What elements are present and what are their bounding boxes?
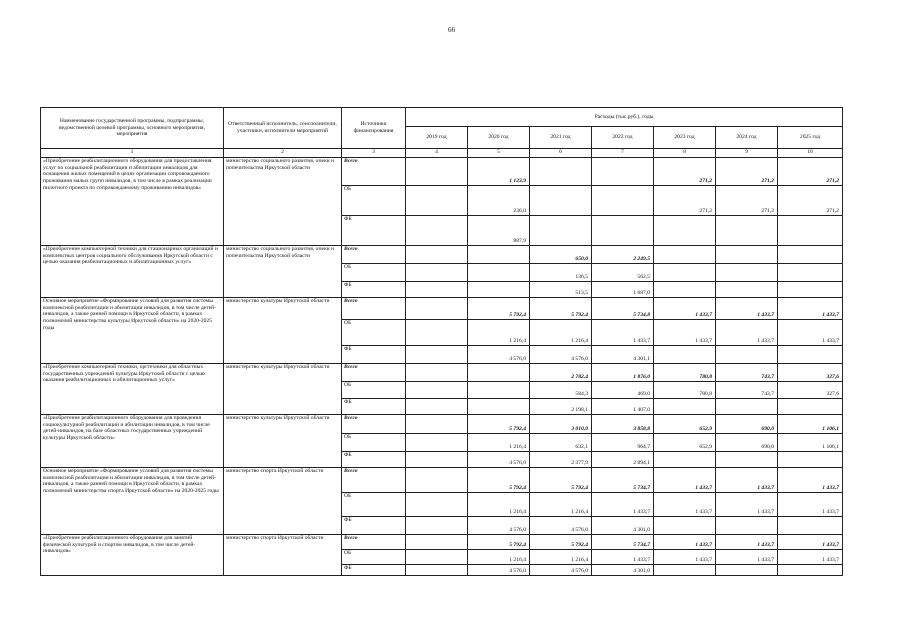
column-number: 9	[716, 149, 778, 158]
funding-source: ФБ	[342, 565, 406, 576]
executor: министерство культуры Иркутской области	[224, 415, 342, 468]
activity-name: «Приобретение компьютерной техники для стационарных организаций и комплексных центров социального обслуживания Иркутской области с целью оказания реабилитационных и абилитационных услуг»	[41, 246, 224, 298]
value-cell: 469,0	[592, 382, 654, 399]
value-cell: 4 576,0	[468, 565, 530, 576]
value-cell	[716, 282, 778, 298]
value-cell: 1 433,7	[778, 550, 843, 565]
value-cell	[654, 346, 716, 364]
value-cell: 327,6	[778, 364, 843, 382]
funding-source: ОБ	[342, 186, 406, 216]
value-cell: 1 433,7	[778, 535, 843, 550]
executor: министерство спорта Иркутской области	[224, 468, 342, 535]
value-cell	[716, 264, 778, 282]
table-row	[41, 298, 843, 320]
value-cell: 1 216,4	[468, 320, 530, 346]
value-cell: 271,2	[778, 158, 843, 186]
value-cell	[406, 550, 468, 565]
funding-source: ФБ	[342, 517, 406, 535]
funding-source: Всего	[342, 158, 406, 186]
value-cell: 513,5	[530, 282, 592, 298]
value-cell	[530, 216, 592, 246]
funding-source: ФБ	[342, 282, 406, 298]
value-cell: 650,0	[530, 246, 592, 264]
funding-source: ФБ	[342, 216, 406, 246]
value-cell: 1 216,4	[530, 550, 592, 565]
activity-name: «Приобретение реабилитационного оборудования для предоставления услуг по социальной реабилитации и абилитации инвалидов для оснащения жилых помещений в целях организации сопровождаемого проживания малых групп инвалидов, в том числе в рамках реализации пилотного проекта по сопровождаемому проживанию инвалидов»	[41, 158, 224, 246]
value-cell	[406, 186, 468, 216]
value-cell: 4 301,0	[592, 517, 654, 535]
expenses-table	[40, 107, 843, 576]
value-cell: 1 433,7	[654, 550, 716, 565]
value-cell: 1 433,7	[778, 468, 843, 493]
funding-source: Всего	[342, 468, 406, 493]
table-row	[41, 535, 843, 550]
value-cell	[406, 468, 468, 493]
funding-source: Всего	[342, 364, 406, 382]
value-cell: 2 894,1	[592, 452, 654, 468]
value-cell: 4 576,0	[468, 517, 530, 535]
value-cell: 1 433,7	[778, 298, 843, 320]
column-number: 6	[530, 149, 592, 158]
funding-source: Всего	[342, 246, 406, 264]
page-number: 66	[448, 26, 455, 34]
value-cell	[778, 399, 843, 415]
header-year: 2021 год	[530, 127, 592, 149]
value-cell	[654, 216, 716, 246]
executor: министерство социального развития, опеки и попечительства Иркутской области	[224, 158, 342, 246]
value-cell	[468, 399, 530, 415]
value-cell: 1 433,7	[592, 320, 654, 346]
value-cell: 1 433,7	[654, 493, 716, 517]
value-cell	[406, 565, 468, 576]
value-cell	[468, 282, 530, 298]
executor: министерство культуры Иркутской области	[224, 298, 342, 364]
value-cell: 690,0	[716, 434, 778, 452]
column-number: 1	[41, 149, 224, 158]
activity-name: Основное мероприятие «Формирование условий для развития системы комплексной реабилитации и абилитации инвалидов, в том числе детей-инвалидов, а также ранней помощи в Иркутской области, в рамках полномочий министерства культуры Иркутской области» на 2020-2025 годы	[41, 298, 224, 364]
funding-source: Всего	[342, 415, 406, 434]
value-cell	[468, 364, 530, 382]
value-cell: 5 792,4	[468, 535, 530, 550]
value-cell: 1 433,7	[654, 468, 716, 493]
value-cell: 5 792,4	[468, 468, 530, 493]
value-cell	[716, 216, 778, 246]
value-cell	[530, 186, 592, 216]
table-row	[41, 415, 843, 434]
activity-name: «Приобретение компьютерной техники, оргтехники для областных государственных учреждений культуры Иркутской области с целью оказания реабилитационных и абилитационных услуг»	[41, 364, 224, 415]
value-cell: 327,6	[778, 382, 843, 399]
value-cell	[716, 399, 778, 415]
value-cell	[778, 264, 843, 282]
value-cell: 4 301,0	[592, 565, 654, 576]
value-cell	[406, 493, 468, 517]
value-cell	[406, 346, 468, 364]
value-cell: 5 792,4	[468, 298, 530, 320]
activity-name: «Приобретение реабилитационного оборудования для проведения социокультурной реабилитации и абилитации инвалидов, в том числе детей-инвалидов, на базе областных государственных учреждений культуры Иркутской области»	[41, 415, 224, 468]
header-year: 2022 год	[592, 127, 654, 149]
value-cell	[530, 158, 592, 186]
value-cell	[654, 282, 716, 298]
funding-source: ОБ	[342, 493, 406, 517]
value-cell	[406, 535, 468, 550]
value-cell: 1 216,4	[530, 320, 592, 346]
column-number: 7	[592, 149, 654, 158]
value-cell: 562,5	[592, 264, 654, 282]
value-cell: 1 433,7	[654, 535, 716, 550]
funding-source: ОБ	[342, 382, 406, 399]
value-cell	[654, 565, 716, 576]
header-year: 2019 год	[406, 127, 468, 149]
value-cell: 743,7	[716, 382, 778, 399]
value-cell: 652,9	[654, 434, 716, 452]
value-cell: 1 433,7	[778, 493, 843, 517]
header-year: 2023 год	[654, 127, 716, 149]
column-number: 3	[342, 149, 406, 158]
value-cell: 271,2	[654, 186, 716, 216]
header-executor: Ответственный исполнитель, соисполнители, участники, исполнители мероприятий	[224, 108, 342, 149]
value-cell: 584,3	[530, 382, 592, 399]
value-cell: 2 782,4	[530, 364, 592, 382]
value-cell	[778, 346, 843, 364]
value-cell: 1 407,0	[592, 399, 654, 415]
table-row	[41, 158, 843, 186]
funding-source: Всего	[342, 535, 406, 550]
value-cell: 4 576,0	[530, 346, 592, 364]
value-cell: 1 433,7	[716, 468, 778, 493]
value-cell	[716, 452, 778, 468]
value-cell	[406, 517, 468, 535]
value-cell	[468, 264, 530, 282]
activity-name: «Приобретение реабилитационного оборудования для занятий физической культурой и спортом инвалидов, в том числе детей-инвалидов»	[41, 535, 224, 576]
value-cell	[406, 399, 468, 415]
column-number: 4	[406, 149, 468, 158]
value-cell: 887,9	[468, 216, 530, 246]
column-number: 5	[468, 149, 530, 158]
value-cell: 5 734,7	[592, 468, 654, 493]
value-cell: 1 433,7	[654, 298, 716, 320]
value-cell: 271,2	[778, 186, 843, 216]
value-cell	[654, 517, 716, 535]
executor: министерство спорта Иркутской области	[224, 535, 342, 576]
header-program: Наименование государственной программы, подпрограммы, ведомственной целевой программы, основного мероприятия, мероприятия	[41, 108, 224, 149]
value-cell	[654, 264, 716, 282]
value-cell: 1 433,7	[716, 320, 778, 346]
funding-source: ФБ	[342, 346, 406, 364]
value-cell	[778, 517, 843, 535]
value-cell: 1 106,1	[778, 415, 843, 434]
value-cell: 5 734,7	[592, 535, 654, 550]
value-cell: 780,8	[654, 364, 716, 382]
value-cell: 1 687,0	[592, 282, 654, 298]
value-cell: 2 377,9	[530, 452, 592, 468]
table-row	[41, 468, 843, 493]
value-cell	[654, 452, 716, 468]
value-cell: 271,2	[654, 158, 716, 186]
executor: министерство культуры Иркутской области	[224, 364, 342, 415]
value-cell	[716, 565, 778, 576]
value-cell: 652,9	[654, 415, 716, 434]
table-row	[41, 364, 843, 382]
value-cell: 780,8	[654, 382, 716, 399]
value-cell	[716, 246, 778, 264]
value-cell: 5 734,8	[592, 298, 654, 320]
value-cell	[406, 158, 468, 186]
value-cell: 271,2	[716, 158, 778, 186]
funding-source: Всего	[342, 298, 406, 320]
value-cell: 1 216,4	[468, 434, 530, 452]
value-cell	[406, 415, 468, 434]
value-cell: 2 249,5	[592, 246, 654, 264]
activity-name: Основное мероприятие «Формирование условий для развития системы комплексной реабилитации и абилитации инвалидов, в том числе детей-инвалидов, а также ранней помощи в Иркутской области, в рамках полномочий министерства спорта Иркутской области» на 2020-2025 годы	[41, 468, 224, 535]
value-cell: 1 123,9	[468, 158, 530, 186]
funding-source: ФБ	[342, 452, 406, 468]
funding-source: ОБ	[342, 264, 406, 282]
value-cell: 1 216,4	[468, 550, 530, 565]
value-cell: 1 433,7	[716, 535, 778, 550]
funding-source: ОБ	[342, 550, 406, 565]
value-cell	[716, 346, 778, 364]
value-cell	[406, 264, 468, 282]
value-cell: 4 576,0	[468, 346, 530, 364]
header-sources: Источники финансирования	[342, 108, 406, 149]
value-cell	[406, 282, 468, 298]
value-cell: 3 858,8	[592, 415, 654, 434]
value-cell	[778, 282, 843, 298]
value-cell: 1 433,7	[654, 320, 716, 346]
value-cell	[778, 246, 843, 264]
value-cell	[592, 186, 654, 216]
funding-source: ОБ	[342, 434, 406, 452]
value-cell: 1 433,7	[716, 493, 778, 517]
value-cell	[468, 382, 530, 399]
value-cell	[716, 517, 778, 535]
value-cell	[406, 246, 468, 264]
value-cell	[778, 216, 843, 246]
value-cell	[406, 216, 468, 246]
value-cell	[592, 216, 654, 246]
value-cell: 1 433,7	[592, 550, 654, 565]
value-cell	[406, 320, 468, 346]
table-row	[41, 246, 843, 264]
value-cell: 1 216,4	[530, 493, 592, 517]
funding-source: ОБ	[342, 320, 406, 346]
value-cell: 236,0	[468, 186, 530, 216]
value-cell: 1 433,7	[716, 298, 778, 320]
value-cell: 964,7	[592, 434, 654, 452]
value-cell	[406, 452, 468, 468]
header-year: 2025 год	[778, 127, 843, 149]
value-cell	[592, 158, 654, 186]
column-number: 10	[778, 149, 843, 158]
value-cell: 743,7	[716, 364, 778, 382]
value-cell: 5 792,4	[468, 415, 530, 434]
value-cell: 2 198,1	[530, 399, 592, 415]
value-cell: 632,1	[530, 434, 592, 452]
value-cell: 1 876,0	[592, 364, 654, 382]
value-cell: 4 576,0	[530, 565, 592, 576]
value-cell: 4 576,0	[530, 517, 592, 535]
value-cell	[778, 565, 843, 576]
value-cell: 1 433,7	[778, 320, 843, 346]
value-cell: 271,2	[716, 186, 778, 216]
header-year: 2020 год	[468, 127, 530, 149]
header-year: 2024 год	[716, 127, 778, 149]
value-cell	[406, 434, 468, 452]
value-cell: 690,0	[716, 415, 778, 434]
value-cell: 1 216,4	[468, 493, 530, 517]
value-cell: 1 433,7	[716, 550, 778, 565]
executor: министерство социального развития, опеки и попечительства Иркутской области	[224, 246, 342, 298]
value-cell: 1 433,7	[592, 493, 654, 517]
value-cell: 3 010,0	[530, 415, 592, 434]
value-cell	[468, 246, 530, 264]
column-number: 8	[654, 149, 716, 158]
funding-source: ФБ	[342, 399, 406, 415]
value-cell: 5 792,4	[530, 298, 592, 320]
value-cell: 4 301,1	[592, 346, 654, 364]
value-cell: 136,5	[530, 264, 592, 282]
value-cell	[406, 298, 468, 320]
value-cell	[654, 399, 716, 415]
value-cell	[406, 382, 468, 399]
value-cell: 5 792,4	[530, 535, 592, 550]
value-cell: 4 576,0	[468, 452, 530, 468]
value-cell	[406, 364, 468, 382]
value-cell	[654, 246, 716, 264]
header-expenses: Расходы (тыс.руб.), годы	[406, 108, 843, 127]
value-cell	[778, 452, 843, 468]
column-number: 2	[224, 149, 342, 158]
value-cell: 1 106,1	[778, 434, 843, 452]
value-cell: 5 792,4	[530, 468, 592, 493]
